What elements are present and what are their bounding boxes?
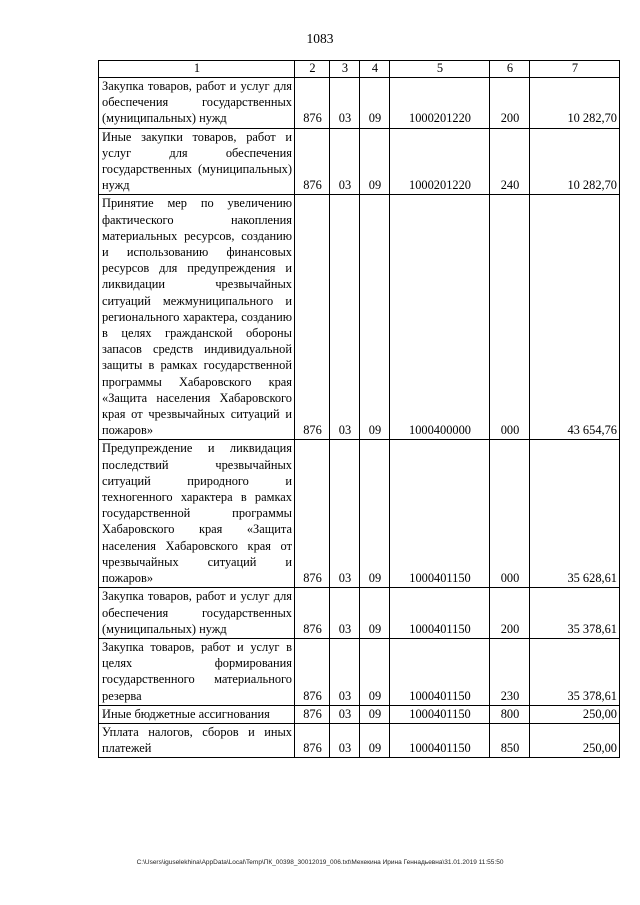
subsection-code-cell: 09	[360, 638, 390, 705]
subsection-code-cell: 09	[360, 440, 390, 588]
row-name-cell: Закупка товаров, работ и услуг в целях формирования государственного материального резерва	[99, 638, 295, 705]
ministry-code-cell: 876	[295, 705, 330, 723]
ministry-code-cell: 876	[295, 78, 330, 129]
section-code-cell: 03	[330, 195, 360, 440]
column-header: 2	[295, 61, 330, 78]
row-name-cell: Иные бюджетные ассигнования	[99, 705, 295, 723]
target-code-cell: 1000201220	[390, 128, 490, 195]
amount-cell: 43 654,76	[530, 195, 620, 440]
ministry-code-cell: 876	[295, 440, 330, 588]
target-code-cell: 1000401150	[390, 705, 490, 723]
target-code-cell: 1000401150	[390, 723, 490, 757]
expense-type-cell: 850	[490, 723, 530, 757]
ministry-code-cell: 876	[295, 128, 330, 195]
amount-cell: 250,00	[530, 723, 620, 757]
amount-cell: 35 628,61	[530, 440, 620, 588]
subsection-code-cell: 09	[360, 78, 390, 129]
expense-type-cell: 240	[490, 128, 530, 195]
table-row	[99, 78, 620, 129]
expense-type-cell: 000	[490, 195, 530, 440]
subsection-code-cell: 09	[360, 723, 390, 757]
file-path-footer: C:\Users\iguselekhina\AppData\Local\Temp\ПК_00398_30012019_006.txt\Мехекина Ирина Геннадьевна\31.01.2019 11:55:50	[136, 859, 504, 866]
section-code-cell: 03	[330, 440, 360, 588]
section-code-cell: 03	[330, 705, 360, 723]
table-row	[99, 638, 620, 705]
amount-cell: 10 282,70	[530, 128, 620, 195]
section-code-cell: 03	[330, 638, 360, 705]
expense-type-cell: 000	[490, 440, 530, 588]
column-header: 4	[360, 61, 390, 78]
amount-cell: 10 282,70	[530, 78, 620, 129]
expense-type-cell: 230	[490, 638, 530, 705]
section-code-cell: 03	[330, 128, 360, 195]
budget-table	[98, 60, 620, 758]
ministry-code-cell: 876	[295, 195, 330, 440]
page-number: 1083	[306, 31, 334, 46]
expense-type-cell: 200	[490, 588, 530, 639]
target-code-cell: 1000401150	[390, 588, 490, 639]
target-code-cell: 1000201220	[390, 78, 490, 129]
row-name-cell: Предупреждение и ликвидация последствий чрезвычайных ситуаций природного и техногенного характера в рамках государственной программы Хабаровского края «Защита населения Хабаровского края от чрезвычайных ситуаций и пожаров»	[99, 440, 295, 588]
target-code-cell: 1000401150	[390, 638, 490, 705]
table-row	[99, 440, 620, 588]
table-row	[99, 705, 620, 723]
subsection-code-cell: 09	[360, 128, 390, 195]
column-header: 1	[99, 61, 295, 78]
section-code-cell: 03	[330, 588, 360, 639]
subsection-code-cell: 09	[360, 588, 390, 639]
table-row	[99, 128, 620, 195]
table-row	[99, 723, 620, 757]
column-header: 7	[530, 61, 620, 78]
row-name-cell: Закупка товаров, работ и услуг для обеспечения государственных (муниципальных) нужд	[99, 588, 295, 639]
ministry-code-cell: 876	[295, 723, 330, 757]
amount-cell: 35 378,61	[530, 638, 620, 705]
subsection-code-cell: 09	[360, 705, 390, 723]
ministry-code-cell: 876	[295, 588, 330, 639]
expense-type-cell: 200	[490, 78, 530, 129]
column-header: 5	[390, 61, 490, 78]
row-name-cell: Уплата налогов, сборов и иных платежей	[99, 723, 295, 757]
ministry-code-cell: 876	[295, 638, 330, 705]
table-row	[99, 588, 620, 639]
row-name-cell: Принятие мер по увеличению фактического накопления материальных ресурсов, созданию и использованию финансовых ресурсов для предупреждения и ликвидации чрезвычайных ситуаций межмуниципального и регионального характера, созданию в целях гражданской обороны запасов средств индивидуальной защиты в рамках государственной программы Хабаровского края «Защита населения Хабаровского края от чрезвычайных ситуаций и пожаров»	[99, 195, 295, 440]
target-code-cell: 1000401150	[390, 440, 490, 588]
column-header: 6	[490, 61, 530, 78]
amount-cell: 35 378,61	[530, 588, 620, 639]
expense-type-cell: 800	[490, 705, 530, 723]
row-name-cell: Иные закупки товаров, работ и услуг для обеспечения государственных (муниципальных) нужд	[99, 128, 295, 195]
table-row	[99, 195, 620, 440]
section-code-cell: 03	[330, 723, 360, 757]
row-name-cell: Закупка товаров, работ и услуг для обеспечения государственных (муниципальных) нужд	[99, 78, 295, 129]
subsection-code-cell: 09	[360, 195, 390, 440]
column-header: 3	[330, 61, 360, 78]
section-code-cell: 03	[330, 78, 360, 129]
target-code-cell: 1000400000	[390, 195, 490, 440]
table-header-row	[99, 61, 620, 78]
amount-cell: 250,00	[530, 705, 620, 723]
